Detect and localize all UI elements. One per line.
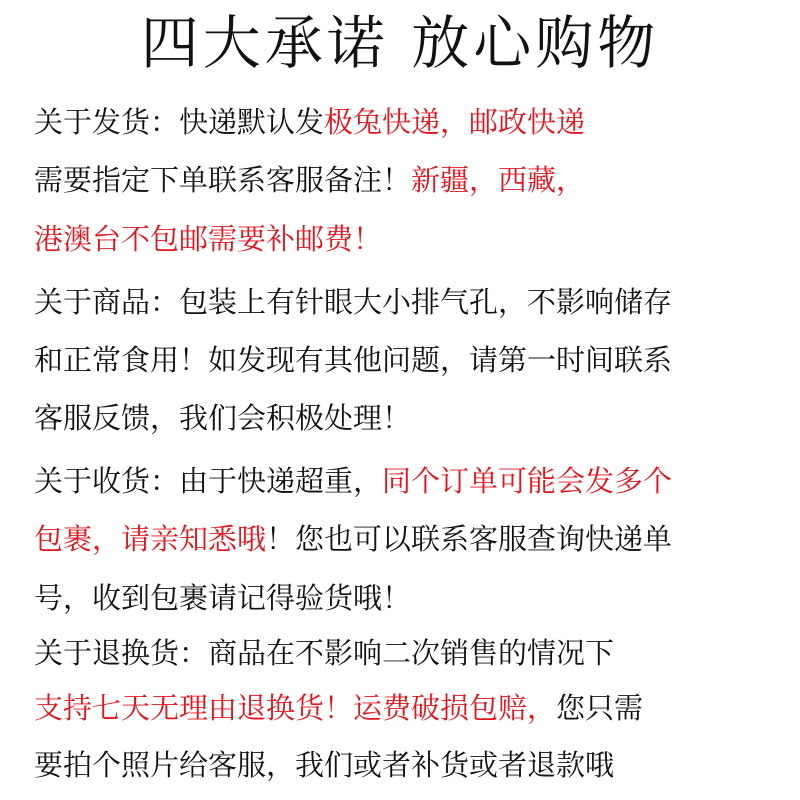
highlight-text: 极兔快递，邮政快递 (324, 105, 586, 139)
highlight-text: 港澳台不包邮需要补邮费！ (34, 222, 383, 256)
text-line (34, 580, 411, 616)
text-line (34, 284, 672, 320)
body-text: 关于发货：快递默认发 (34, 105, 325, 139)
text-line (34, 690, 643, 726)
body-text: 号，收到包裹请记得验货哦！ (34, 581, 412, 615)
highlight-text: 包裹，请亲知悉哦 (34, 522, 267, 556)
text-line (34, 221, 382, 257)
body-text: 客服反馈，我们会积极处理！ (34, 401, 412, 435)
body-text: 关于商品：包装上有针眼大小排气孔，不影响储存 (34, 285, 673, 319)
page-title: 四大承诺 放心购物 (140, 9, 660, 77)
body-text: 您只需 (556, 691, 644, 725)
body-text: 要拍个照片给客服，我们或者补货或者退款哦 (34, 748, 615, 782)
highlight-text: 新疆，西藏， (411, 163, 586, 197)
body-text: 关于收货：由于快递超重， (34, 464, 383, 498)
text-line (34, 521, 672, 557)
text-line (34, 342, 672, 378)
body-text: 和正常食用！如发现有其他问题，请第一时间联系 (34, 343, 673, 377)
text-line (34, 635, 614, 671)
body-text: 关于退换货：商品在不影响二次销售的情况下 (34, 636, 615, 670)
highlight-text: 支持七天无理由退换货！运费破损包赔， (34, 691, 557, 725)
body-text: ！您也可以联系客服查询快递单 (266, 522, 673, 556)
highlight-text: 同个订单可能会发多个 (382, 464, 673, 498)
body-text: 需要指定下单联系客服备注！ (34, 163, 412, 197)
text-line (34, 162, 585, 198)
text-line (34, 104, 585, 140)
text-line (34, 747, 614, 783)
text-line (34, 400, 411, 436)
text-line (34, 463, 672, 499)
